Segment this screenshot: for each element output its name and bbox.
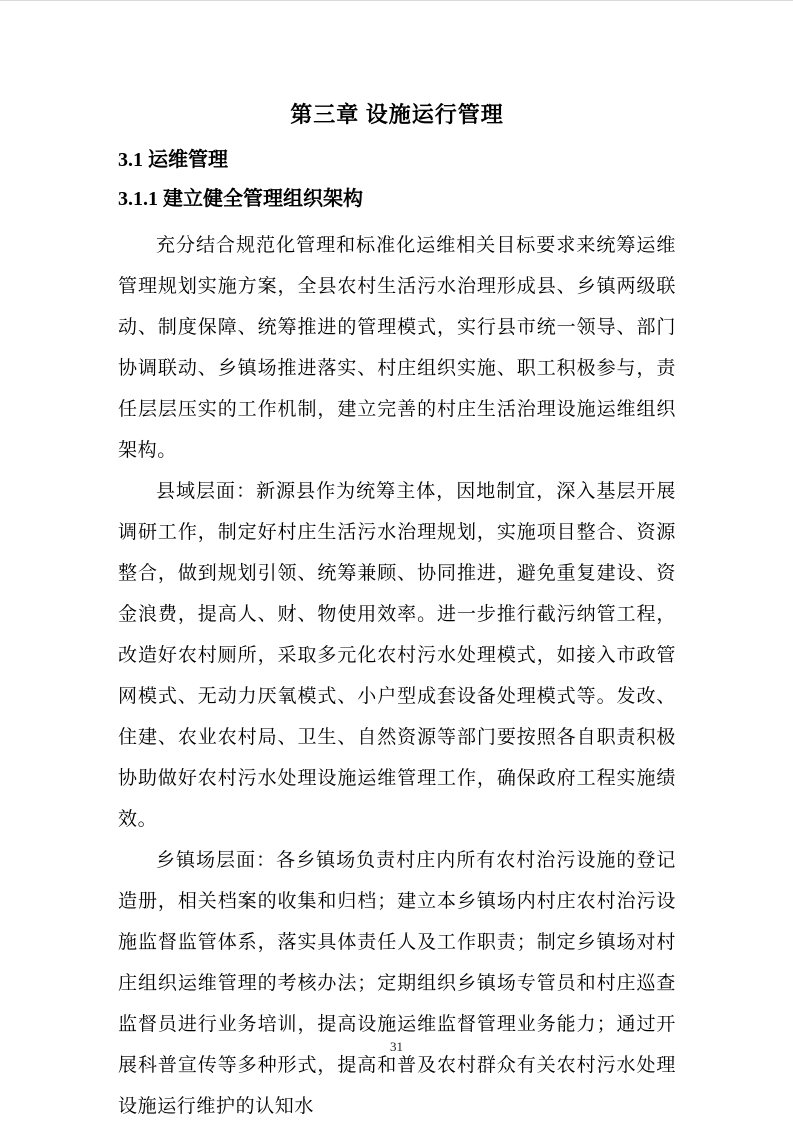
paragraph-county-level: 县域层面：新源县作为统筹主体，因地制宜，深入基层开展调研工作，制定好村庄生活污水治理规划，实施项目整合、资源整合，做到规划引领、统筹兼顾、协同推进，避免重复建设、资金浪费，提高人、财、物使用效率。进一步推行截污纳管工程，改造好农村厕所，采取多元化农村污水处理模式，如接入市政管网模式、无动力厌氧模式、小户型成套设备处理模式等。发改、住建、农业农村局、卫生、自然资源等部门要按照各自职责积极协助做好农村污水处理设施运维管理工作，确保政府工程实施绩效。	[118, 481, 676, 830]
paragraph-overview: 充分结合规范化管理和标准化运维相关目标要求来统筹运维管理规划实施方案，全县农村生活污水治理形成县、乡镇两级联动、制度保障、统筹推进的管理模式，实行县市统一领导、部门协调联动、乡镇场推进落实、村庄组织实施、职工积极参与，责任层层压实的工作机制，建立完善的村庄生活治理设施运维组织架构。	[118, 235, 676, 461]
paragraph-township-level: 乡镇场层面：各乡镇场负责村庄内所有农村治污设施的登记造册，相关档案的收集和归档；建立本乡镇场内村庄农村治污设施监督监管体系，落实具体责任人及工作职责；制定乡镇场对村庄组织运维管理的考核办法；定期组织乡镇场专管员和村庄巡查监督员进行业务培训，提高设施运维监督管理业务能力；通过开展科普宣传等多种形式，提高和普及农村群众有关农村污水处理设施运行维护的认知水	[118, 850, 676, 1117]
section-heading-3-1-1: 3.1.1 建立健全管理组织架构	[118, 188, 363, 210]
chapter-title: 第三章 设施运行管理	[290, 102, 504, 127]
page-number: 31	[390, 1039, 403, 1054]
document-content	[0, 100, 793, 1122]
section-heading-3-1: 3.1 运维管理	[118, 149, 228, 171]
body-text	[118, 225, 676, 1122]
